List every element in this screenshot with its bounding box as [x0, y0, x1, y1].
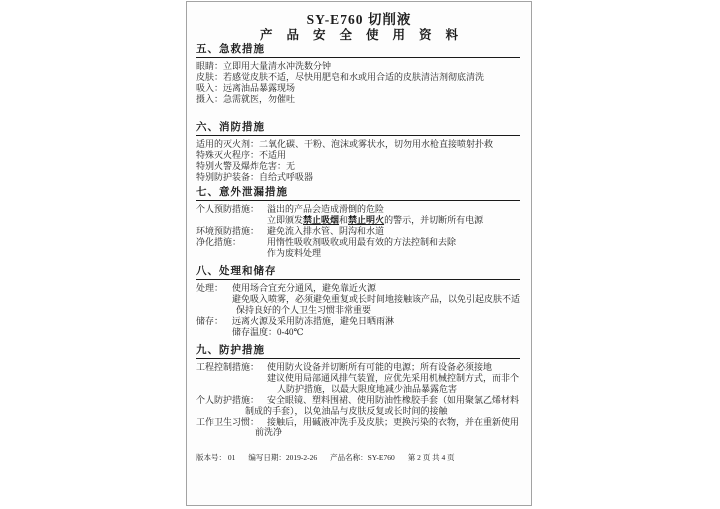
- text-line: [196, 362, 520, 373]
- document-title: SY-E760 切削液: [306, 12, 412, 27]
- line-text: 溢出的产品会造成滑倒的危险: [267, 204, 385, 214]
- footer-page-number: 第 2 页 共 4 页: [407, 453, 455, 462]
- text-line: [196, 215, 520, 226]
- line-text: 避免流入排水管、阴沟和水道: [267, 225, 385, 236]
- footer-date: 编写日期：2019-2-26: [248, 453, 318, 462]
- no-open-flame-warning-text: 禁止明火: [348, 214, 385, 225]
- line-label: 储存：: [196, 315, 224, 326]
- section-first-aid: [196, 43, 520, 105]
- text-line: 作为废料处理: [267, 247, 322, 258]
- no-smoking-warning-text: 禁止吸烟: [303, 214, 340, 225]
- section-accidental-release: [196, 186, 520, 259]
- line-label: 环境预防措施：: [196, 225, 260, 236]
- section-heading: 九、防护措施: [196, 344, 520, 359]
- text-line: 特别防护装备：自给式呼吸器: [196, 171, 314, 182]
- line-label: 工程控制措施：: [196, 362, 260, 372]
- text-line: 特殊灭火程序：不适用: [196, 149, 287, 160]
- line-label: 净化措施：: [196, 236, 242, 247]
- line-text: 远离火源及采用防冻措施，避免日晒雨淋: [232, 315, 395, 326]
- text-line: [196, 316, 520, 327]
- footer-version: 版本号： 01: [196, 453, 236, 462]
- section-heading: 七、意外泄漏措施: [196, 186, 520, 201]
- storage-temperature-line: 储存温度：0-40℃: [232, 326, 304, 337]
- text-line: [196, 283, 520, 294]
- text-line: 前洗净: [255, 427, 283, 438]
- line-text: 用惰性吸收剂吸收或用最有效的方法控制和去除: [267, 236, 457, 247]
- text-line: 保持良好的个人卫生习惯非常重要: [236, 304, 372, 315]
- text-line: 人防护措施，以最大限度地减少油品暴露危害: [277, 383, 458, 394]
- line-label: 工作卫生习惯：: [196, 416, 260, 427]
- text-line: 适用的灭火剂：二氧化碳、干粉、泡沫或雾状水，切勿用水枪直接喷射扑救: [196, 139, 494, 149]
- text-line: [196, 417, 520, 428]
- line-label: 个人防护措施：: [196, 394, 260, 405]
- text-line: 皮肤：若感觉皮肤不适，尽快用肥皂和水或用合适的皮肤清洁剂彻底清洗: [196, 71, 485, 82]
- line-text: 使用防火设备并切断所有可能的电源；所有设备必须接地: [267, 362, 493, 372]
- line-text: 接触后，用碱液冲洗手及皮肤；更换污染的衣物，并在重新使用: [267, 416, 520, 427]
- section-handling-storage: [196, 265, 520, 338]
- page-footer: [196, 453, 520, 462]
- line-label: 处理：: [196, 283, 224, 293]
- section-heading: 八、处理和储存: [196, 265, 520, 280]
- line-text: 安全眼镜、塑料围裙、使用防油性橡胶手套（如用聚氯乙烯材料: [267, 394, 520, 405]
- line-text: 的警示，并切断所有电源: [384, 214, 484, 225]
- text-line: 摄入：急需就医，勿催吐: [196, 93, 296, 104]
- document-subtitle: 产品安全使用资料: [259, 28, 472, 42]
- text-line: [196, 395, 520, 406]
- footer-product-name: 产品名称：SY-E760: [330, 453, 395, 462]
- line-text: 立即颁发: [267, 214, 304, 225]
- section-protective-measures: [196, 344, 520, 438]
- text-line: 眼睛：立即用大量清水冲洗数分钟: [196, 61, 332, 71]
- text-line: 建议使用局部通风排气装置，应优先采用机械控制方式，而非个: [267, 372, 520, 383]
- text-line: 制成的手套），以免油品与皮肤反复或长时间的接触: [245, 405, 448, 416]
- text-line: [196, 226, 520, 237]
- text-line: 特别火警及爆炸危害：无: [196, 160, 296, 171]
- section-heading: 五、急救措施: [196, 43, 520, 58]
- text-line: 避免吸入喷雾，必须避免重复或长时间地接触该产品，以免引起皮肤不适: [232, 293, 521, 304]
- line-label: 个人预防措施：: [196, 204, 260, 214]
- line-text: 和: [339, 214, 349, 225]
- section-fire-fighting: [196, 121, 520, 183]
- text-line: 吸入：远离油品暴露现场: [196, 82, 296, 93]
- section-heading: 六、消防措施: [196, 121, 520, 136]
- text-line: [196, 237, 520, 248]
- safety-data-sheet-page: [186, 1, 532, 506]
- line-text: 使用场合宜充分通风，避免靠近火源: [232, 283, 377, 293]
- text-line: [196, 204, 520, 215]
